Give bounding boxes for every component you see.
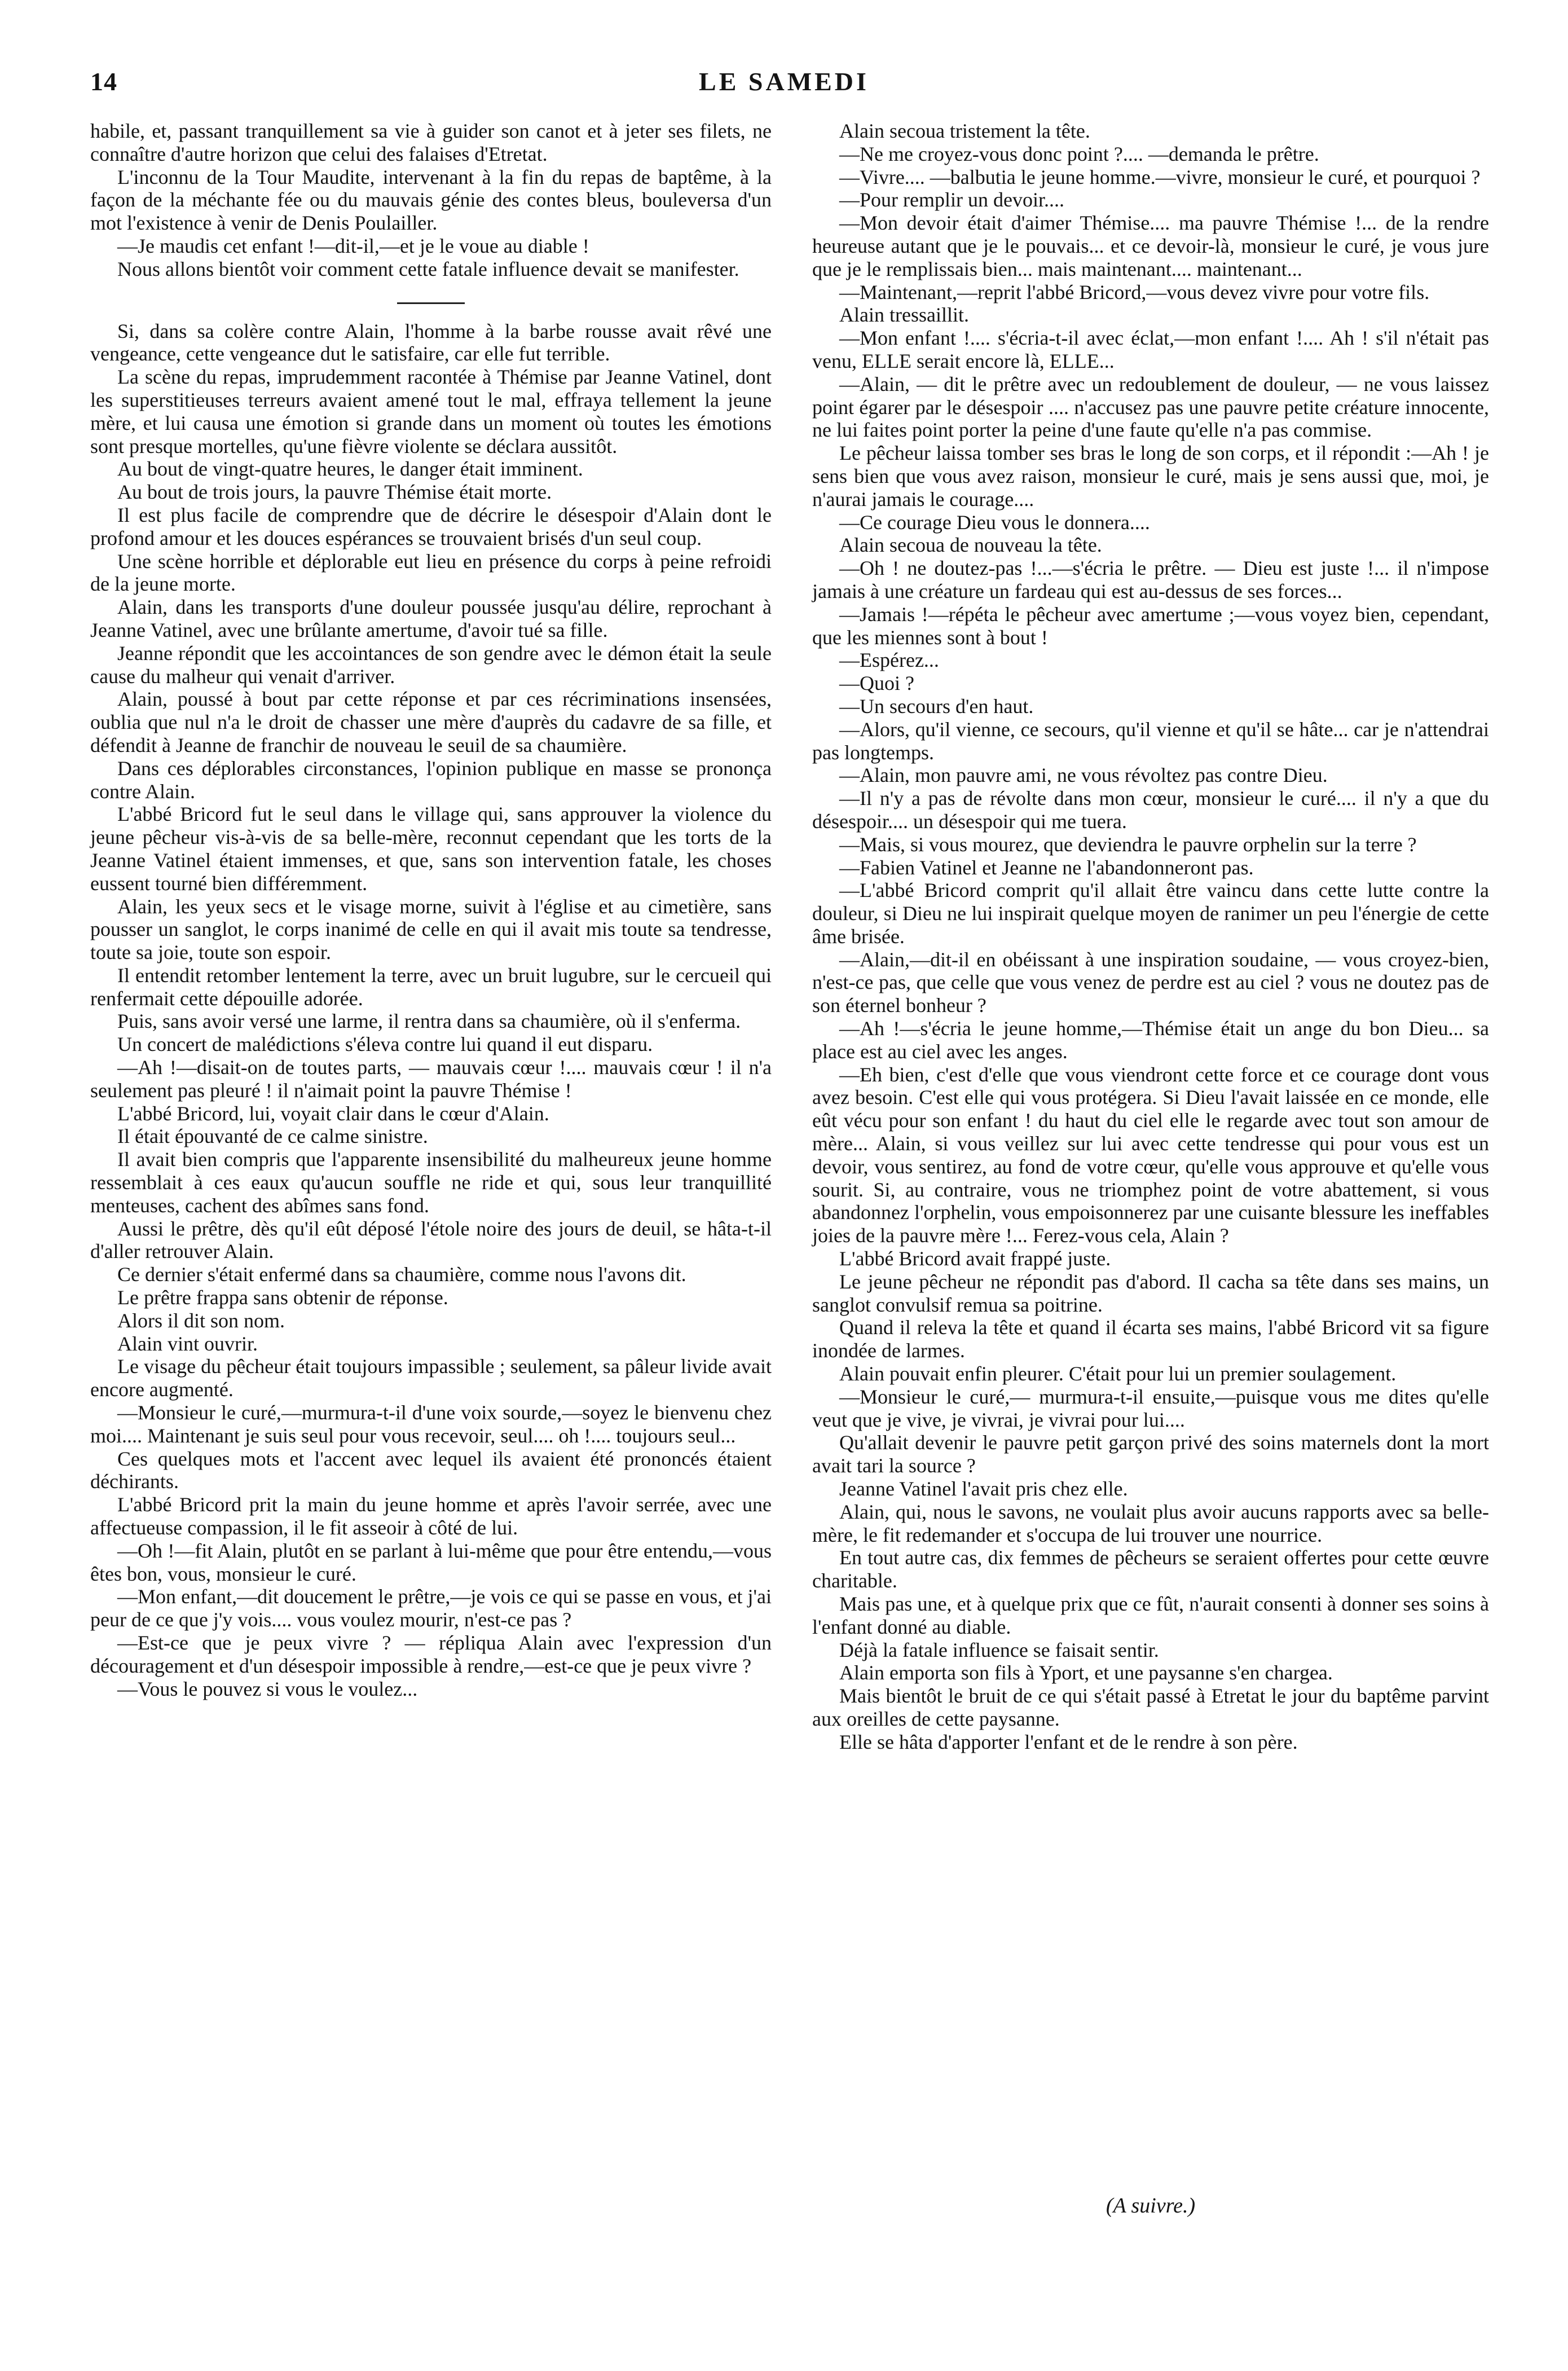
paragraph: Quand il releva la tête et quand il écarta ses mains, l'abbé Bricord vit sa figure inondée de larmes. [812, 1316, 1489, 1362]
paragraph: —Alors, qu'il vienne, ce secours, qu'il vienne et qu'il se hâte... car je n'attendrai pas longtemps. [812, 718, 1489, 764]
paragraph: —Monsieur le curé,—murmura-t-il d'une voix sourde,—soyez le bienvenu chez moi.... Maintenant je suis seul pour vous recevoir, seul.... oh !.... toujours seul... [90, 1401, 772, 1447]
paragraph: —Mon enfant,—dit doucement le prêtre,—je vois ce qui se passe en vous, et j'ai peur de ce que j'y vois.... vous voulez mourir, n'est-ce pas ? [90, 1585, 772, 1631]
paragraph: Le prêtre frappa sans obtenir de réponse. [117, 1286, 448, 1309]
paragraph: habile, et, passant tranquillement sa vie à guider son canot et à jeter ses filets, ne connaître d'autre horizon que celui des falaises d'Etretat. [90, 120, 772, 165]
paragraph: Alain, qui, nous le savons, ne voulait plus avoir aucuns rapports avec sa belle-mère, le fit redemander et s'occupa de lui trouver une nourrice. [812, 1500, 1489, 1546]
paragraph: Au bout de vingt-quatre heures, le danger était imminent. [117, 458, 583, 481]
paragraph: Au bout de trois jours, la pauvre Thémise était morte. [117, 481, 552, 504]
paragraph: —Mon devoir était d'aimer Thémise.... ma pauvre Thémise !... de la rendre heureuse autant que je le pouvais... et ce devoir-là, monsieur le curé, je vous jure que je le remplissais bien... mais maintenant.... maintenant... [812, 212, 1489, 280]
paragraph: —Eh bien, c'est d'elle que vous viendront cette force et ce courage dont vous avez besoin. C'est elle qui vous protégera. Si Dieu l'avait laissée en ce monde, elle eût vécu pour son enfant ! du haut du ciel elle le regarde avec tout son amour de mère... Alain, si vous veillez sur lui avec cette tendresse qui pour vous est un devoir, vous sentirez, au fond de votre cœur, qu'elle vous approuve et qu'elle vous sourit. Si, au contraire, vous ne triomphez point de votre abattement, si vous abandonnez l'orphelin, vous empoisonnerez par une cuisante blessure les ineffables joies de la pauvre mère !... Ferez-vous cela, Alain ? [812, 1063, 1489, 1247]
right-column-text [812, 120, 1489, 1754]
paragraph: —Fabien Vatinel et Jeanne ne l'abandonneront pas. [839, 856, 1254, 879]
section-separator [397, 302, 465, 304]
paragraph: —Est-ce que je peux vivre ? — répliqua Alain avec l'expression d'un découragement et d'un désespoir impossible à rendre,—est-ce que je peux vivre ? [90, 1631, 772, 1677]
paragraph: Mais bientôt le bruit de ce qui s'était passé à Etretat le jour du baptême parvint aux oreilles de cette paysanne. [812, 1684, 1489, 1730]
paragraph: Le pêcheur laissa tomber ses bras le long de son corps, et il répondit :—Ah ! je sens bien que vous avez raison, monsieur le curé, mais je sens aussi que, moi, je n'aurai jamais le courage.... [812, 442, 1489, 511]
paragraph: —Quoi ? [839, 672, 914, 695]
paragraph: Alain, dans les transports d'une douleur poussée jusqu'au délire, reprochant à Jeanne Vatinel, avec une brûlante amertume, d'avoir tué sa fille. [90, 596, 772, 641]
paragraph: Alain emporta son fils à Yport, et une paysanne s'en chargea. [839, 1661, 1333, 1684]
left-column-part-one [90, 120, 772, 281]
paragraph: Une scène horrible et déplorable eut lieu en présence du corps à peine refroidi de la jeune morte. [90, 549, 772, 596]
paragraph: —Alain, mon pauvre ami, ne vous révoltez pas contre Dieu. [839, 764, 1328, 787]
paragraph: Alain secoua de nouveau la tête. [839, 534, 1102, 557]
paragraph: Alain, poussé à bout par cette réponse et par ces récriminations insensées, oublia que nul n'a le droit de chasser une mère d'auprès du cadavre de sa fille, et défendit à Jeanne de franchir de nouveau le seuil de sa chaumière. [90, 688, 772, 756]
paragraph: L'inconnu de la Tour Maudite, intervenant à la fin du repas de baptême, à la façon de la méchante fée ou du mauvais génie des contes bleus, bouleversa d'un mot l'existence à venir de Denis Poulailler. [90, 165, 772, 235]
paragraph: —Mais, si vous mourez, que deviendra le pauvre orphelin sur la terre ? [839, 833, 1417, 856]
paragraph: —Ah !—s'écria le jeune homme,—Thémise était un ange du bon Dieu... sa place est au ciel avec les anges. [812, 1017, 1489, 1063]
paragraph: —Mon enfant !.... s'écria-t-il avec éclat,—mon enfant !.... Ah ! s'il n'était pas venu, ELLE serait encore là, ELLE... [812, 327, 1489, 372]
paragraph: Alain pouvait enfin pleurer. C'était pour lui un premier soulagement. [839, 1362, 1397, 1385]
paragraph: Il entendit retomber lentement la terre, avec un bruit lugubre, sur le cercueil qui renfermait cette dépouille adorée. [90, 964, 772, 1010]
paragraph: L'abbé Bricord, lui, voyait clair dans le cœur d'Alain. [117, 1102, 549, 1125]
paragraph: —Jamais !—répéta le pêcheur avec amertume ;—vous voyez bien, cependant, que les miennes sont à bout ! [812, 602, 1489, 649]
paragraph: Déjà la fatale influence se faisait sentir. [839, 1638, 1159, 1661]
paragraph: Il avait bien compris que l'apparente insensibilité du malheureux jeune homme ressemblait à ces eaux qu'aucun souffle ne ride et qui, sous leur tranquillité menteuses, cachent des abîmes sans fond. [90, 1148, 772, 1217]
paragraph: —Ne me croyez-vous donc point ?.... —demanda le prêtre. [839, 142, 1319, 165]
page-number: 14 [90, 67, 117, 96]
paragraph: Dans ces déplorables circonstances, l'opinion publique en masse se prononça contre Alain. [90, 756, 772, 803]
paragraph: —Je maudis cet enfant !—dit-il,—et je le voue au diable ! [117, 234, 589, 257]
paragraph: Qu'allait devenir le pauvre petit garçon privé des soins maternels dont la mort avait tari la source ? [812, 1431, 1489, 1477]
paragraph: Un concert de malédictions s'éleva contre lui quand il eut disparu. [117, 1033, 653, 1056]
paragraph: —Ce courage Dieu vous le donnera.... [839, 511, 1150, 534]
paragraph: —Vous le pouvez si vous le voulez... [117, 1677, 418, 1700]
paragraph: —Il n'y a pas de révolte dans mon cœur, monsieur le curé.... il n'y a que du désespoir.... un désespoir qui me tuera. [812, 787, 1489, 833]
paragraph: Alain secoua tristement la tête. [839, 120, 1090, 142]
paragraph: Alain vint ouvrir. [117, 1332, 258, 1355]
paragraph: Il est plus facile de comprendre que de décrire le désespoir d'Alain dont le profond amour et les douces espérances se trouvaient brisés d'un seul coup. [90, 503, 772, 549]
left-column-part-two [90, 320, 772, 1701]
paragraph: —Vivre.... —balbutia le jeune homme.—vivre, monsieur le curé, et pourquoi ? [839, 165, 1481, 188]
paragraph: Mais pas une, et à quelque prix que ce fût, n'aurait consenti à donner ses soins à l'enfant donné au diable. [812, 1593, 1489, 1638]
paragraph: —Oh !—fit Alain, plutôt en se parlant à lui-même que pour être entendu,—vous êtes bon, vous, monsieur le curé. [90, 1539, 772, 1585]
left-column [90, 120, 772, 1700]
paragraph: La scène du repas, imprudemment racontée à Thémise par Jeanne Vatinel, dont les superstitieuses terreurs avaient amené tout le mal, effraya tellement la jeune mère, et lui causa une émotion si grande dans un moment où toutes les émotions sont presque mortelles, qu'une fièvre violente se déclara aussitôt. [90, 366, 772, 458]
paragraph: L'abbé Bricord avait frappé juste. [839, 1247, 1111, 1270]
right-column [812, 120, 1489, 1754]
to-be-continued-note: (A suivre.) [1105, 2194, 1196, 2218]
paragraph: Ce dernier s'était enfermé dans sa chaumière, comme nous l'avons dit. [117, 1263, 686, 1286]
paragraph: Aussi le prêtre, dès qu'il eût déposé l'étole noire des jours de deuil, se hâta-t-il d'aller retrouver Alain. [90, 1217, 772, 1263]
paragraph: Elle se hâta d'apporter l'enfant et de le rendre à son père. [839, 1730, 1298, 1753]
paragraph: Si, dans sa colère contre Alain, l'homme à la barbe rousse avait rêvé une vengeance, cette vengeance dut le satisfaire, car elle fut terrible. [90, 319, 772, 366]
paragraph: —Oh ! ne doutez-pas !...—s'écria le prêtre. — Dieu est juste !... il n'impose jamais à une créature un fardeau qui est au-dessus de ses forces... [812, 557, 1489, 602]
paragraph: —Alain, — dit le prêtre avec un redoublement de douleur, — ne vous laissez point égarer par le désespoir .... n'accusez pas une pauvre petite créature innocente, ne lui faites point porter la peine d'une faute qu'elle n'a pas commise. [812, 372, 1489, 442]
paragraph: En tout autre cas, dix femmes de pêcheurs se seraient offertes pour cette œuvre charitable. [812, 1546, 1489, 1593]
paragraph: Le jeune pêcheur ne répondit pas d'abord. Il cacha sa tête dans ses mains, un sanglot convulsif remua sa poitrine. [812, 1270, 1489, 1316]
paragraph: Nous allons bientôt voir comment cette fatale influence devait se manifester. [117, 257, 739, 280]
paragraph: Jeanne Vatinel l'avait pris chez elle. [839, 1477, 1128, 1501]
paragraph: —Ah !—disait-on de toutes parts, — mauvais cœur !.... mauvais cœur ! il n'a seulement pas pleuré ! il n'aimait point la pauvre Thémise ! [90, 1056, 772, 1102]
paragraph: —Maintenant,—reprit l'abbé Bricord,—vous devez vivre pour votre fils. [839, 280, 1430, 303]
paragraph: Alors il dit son nom. [117, 1309, 285, 1332]
paragraph: L'abbé Bricord fut le seul dans le village qui, sans approuver la violence du jeune pêcheur vis-à-vis de sa belle-mère, reconnut cependant que les torts de la Jeanne Vatinel étaient immenses, et que, sans son intervention fatale, les choses eussent tourné bien différemment. [90, 803, 772, 895]
paragraph: Alain, les yeux secs et le visage morne, suivit à l'église et au cimetière, sans pousser un sanglot, le corps inanimé de celle en qui il avait mis toute sa tendresse, toute sa joie, toute son espoir. [90, 895, 772, 964]
paragraph: —Pour remplir un devoir.... [839, 188, 1064, 212]
paragraph: L'abbé Bricord prit la main du jeune homme et après l'avoir serrée, avec une affectueuse compassion, il le fit asseoir à côté de lui. [90, 1493, 772, 1539]
paragraph: Jeanne répondit que les accointances de son gendre avec le démon était la seule cause du malheur qui venait d'arriver. [90, 641, 772, 688]
masthead-title: LE SAMEDI [699, 67, 869, 96]
paragraph: Le visage du pêcheur était toujours impassible ; seulement, sa pâleur livide avait encore augmenté. [90, 1355, 772, 1401]
paragraph: Alain tressaillit. [839, 303, 969, 327]
paragraph: —Alain,—dit-il en obéissant à une inspiration soudaine, — vous croyez-bien, n'est-ce pas, que celle que vous venez de perdre est au ciel ? vous ne doutez pas de son éternel bonheur ? [812, 948, 1489, 1017]
paragraph: Puis, sans avoir versé une larme, il rentra dans sa chaumière, où il s'enferma. [117, 1010, 741, 1033]
paragraph: —Monsieur le curé,— murmura-t-il ensuite,—puisque vous me dites qu'elle veut que je vive, je vivrai, je vivrai pour lui.... [812, 1385, 1489, 1431]
paragraph: Ces quelques mots et l'accent avec lequel ils avaient été prononcés étaient déchirants. [90, 1447, 772, 1493]
paragraph: —Espérez... [839, 649, 939, 672]
paragraph: —Un secours d'en haut. [839, 694, 1034, 718]
paragraph: —L'abbé Bricord comprit qu'il allait être vaincu dans cette lutte contre la douleur, si Dieu ne lui inspirait quelque moyen de ranimer un peu l'énergie de cette âme brisée. [812, 879, 1489, 948]
paragraph: Il était épouvanté de ce calme sinistre. [117, 1125, 428, 1148]
